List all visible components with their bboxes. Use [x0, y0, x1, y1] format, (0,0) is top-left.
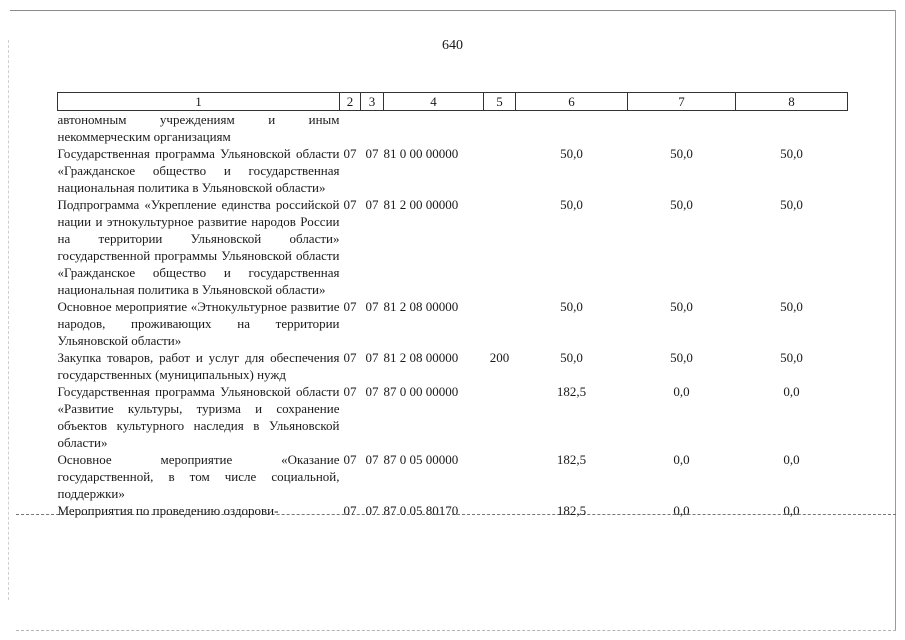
row-expense-type — [484, 502, 516, 519]
table-row — [58, 111, 848, 146]
table-row — [58, 451, 848, 502]
page-edge-right — [895, 10, 896, 630]
row-name: Подпрограмма «Укрепление единства российской нации и этнокультурное развитие народов России на территории Ульяновской области» государственной программы Ульяновской области «Гражданское общество и государственная национальная политика в Ульяновской области» — [57, 197, 340, 297]
column-header: 4 — [384, 93, 484, 111]
row-expense-type — [484, 196, 516, 298]
row-amount-1: 182,5 — [556, 384, 587, 399]
row-amount-1: 50,0 — [560, 350, 583, 365]
row-section — [340, 111, 361, 146]
header-row — [58, 93, 848, 111]
row-amount-1: 50,0 — [560, 299, 583, 314]
budget-table — [57, 92, 848, 519]
page-edge-left — [8, 40, 9, 600]
row-name: Государственная программа Ульяновской области «Гражданское общество и государственная национальная политика в Ульяновской области» — [57, 146, 340, 195]
row-name: Государственная программа Ульяновской области «Развитие культуры, туризма и сохранение объектов культурного наследия в Ульяновской области» — [57, 384, 340, 450]
row-amount-3: 50,0 — [780, 146, 803, 161]
row-amount-2: 0,0 — [673, 452, 690, 467]
row-amount-3: 50,0 — [780, 197, 803, 212]
table-row — [58, 145, 848, 196]
page-number: 640 — [442, 38, 463, 53]
row-target-code: 81 2 08 00000 — [383, 350, 459, 365]
row-amount-2: 50,0 — [670, 299, 693, 314]
table-row — [58, 349, 848, 383]
row-target-code: 87 0 05 00000 — [383, 452, 459, 467]
row-amount-1: 182,5 — [556, 452, 587, 467]
row-amount-3: 50,0 — [780, 299, 803, 314]
row-amount-3: 50,0 — [780, 350, 803, 365]
row-expense-type — [484, 145, 516, 196]
scan-bottom-line — [16, 630, 896, 631]
row-name: Закупка товаров, работ и услуг для обеспечения государственных (муниципальных) нужд — [57, 350, 340, 382]
row-subsection: 07 — [365, 503, 379, 518]
row-amount-1 — [516, 111, 628, 146]
row-target-code — [384, 111, 484, 146]
row-target-code: 81 2 08 00000 — [383, 299, 459, 314]
row-name: Мероприятия по проведению оздорови- — [57, 503, 279, 518]
row-subsection — [361, 111, 384, 146]
row-expense-type: 200 — [489, 350, 510, 365]
column-header: 8 — [736, 93, 848, 111]
row-amount-2 — [628, 111, 736, 146]
table-row — [58, 298, 848, 349]
row-expense-type — [484, 111, 516, 146]
page-edge-top — [10, 10, 895, 11]
row-subsection: 07 — [365, 452, 379, 467]
row-amount-3: 0,0 — [783, 452, 800, 467]
row-section: 07 — [343, 384, 357, 399]
table-row — [58, 383, 848, 451]
column-header: 2 — [340, 93, 361, 111]
row-amount-2: 50,0 — [670, 350, 693, 365]
row-expense-type — [484, 451, 516, 502]
row-target-code: 87 0 05 80170 — [383, 503, 459, 518]
row-section: 07 — [343, 452, 357, 467]
row-amount-1: 182,5 — [556, 503, 587, 518]
row-amount-3 — [736, 111, 848, 146]
row-target-code: 81 0 00 00000 — [383, 146, 459, 161]
row-subsection: 07 — [365, 350, 379, 365]
row-name: Основное мероприятие «Этнокультурное развитие народов, проживающих на территории Ульяновской области» — [57, 299, 340, 348]
row-section: 07 — [343, 299, 357, 314]
row-section: 07 — [343, 503, 357, 518]
row-amount-2: 0,0 — [673, 384, 690, 399]
row-target-code: 81 2 00 00000 — [383, 197, 459, 212]
row-subsection: 07 — [365, 197, 379, 212]
row-amount-3: 0,0 — [783, 384, 800, 399]
row-expense-type — [484, 383, 516, 451]
row-amount-1: 50,0 — [560, 197, 583, 212]
row-section: 07 — [343, 350, 357, 365]
row-amount-2: 0,0 — [673, 503, 690, 518]
row-expense-type — [484, 298, 516, 349]
row-section: 07 — [343, 197, 357, 212]
row-name: Основное мероприятие «Оказание государственной, в том числе социальной, поддержки» — [57, 452, 340, 501]
table-row — [58, 196, 848, 298]
row-subsection: 07 — [365, 299, 379, 314]
column-header: 5 — [484, 93, 516, 111]
table-row — [58, 502, 848, 519]
row-amount-2: 50,0 — [670, 197, 693, 212]
column-header: 3 — [361, 93, 384, 111]
column-header: 1 — [58, 93, 340, 111]
row-amount-3: 0,0 — [783, 503, 800, 518]
row-name: автономным учреждениям и иным некоммерческим организациям — [57, 112, 340, 144]
row-target-code: 87 0 00 00000 — [383, 384, 459, 399]
row-amount-2: 50,0 — [670, 146, 693, 161]
row-section: 07 — [343, 146, 357, 161]
column-header: 6 — [516, 93, 628, 111]
row-subsection: 07 — [365, 384, 379, 399]
column-header: 7 — [628, 93, 736, 111]
row-amount-1: 50,0 — [560, 146, 583, 161]
row-subsection: 07 — [365, 146, 379, 161]
